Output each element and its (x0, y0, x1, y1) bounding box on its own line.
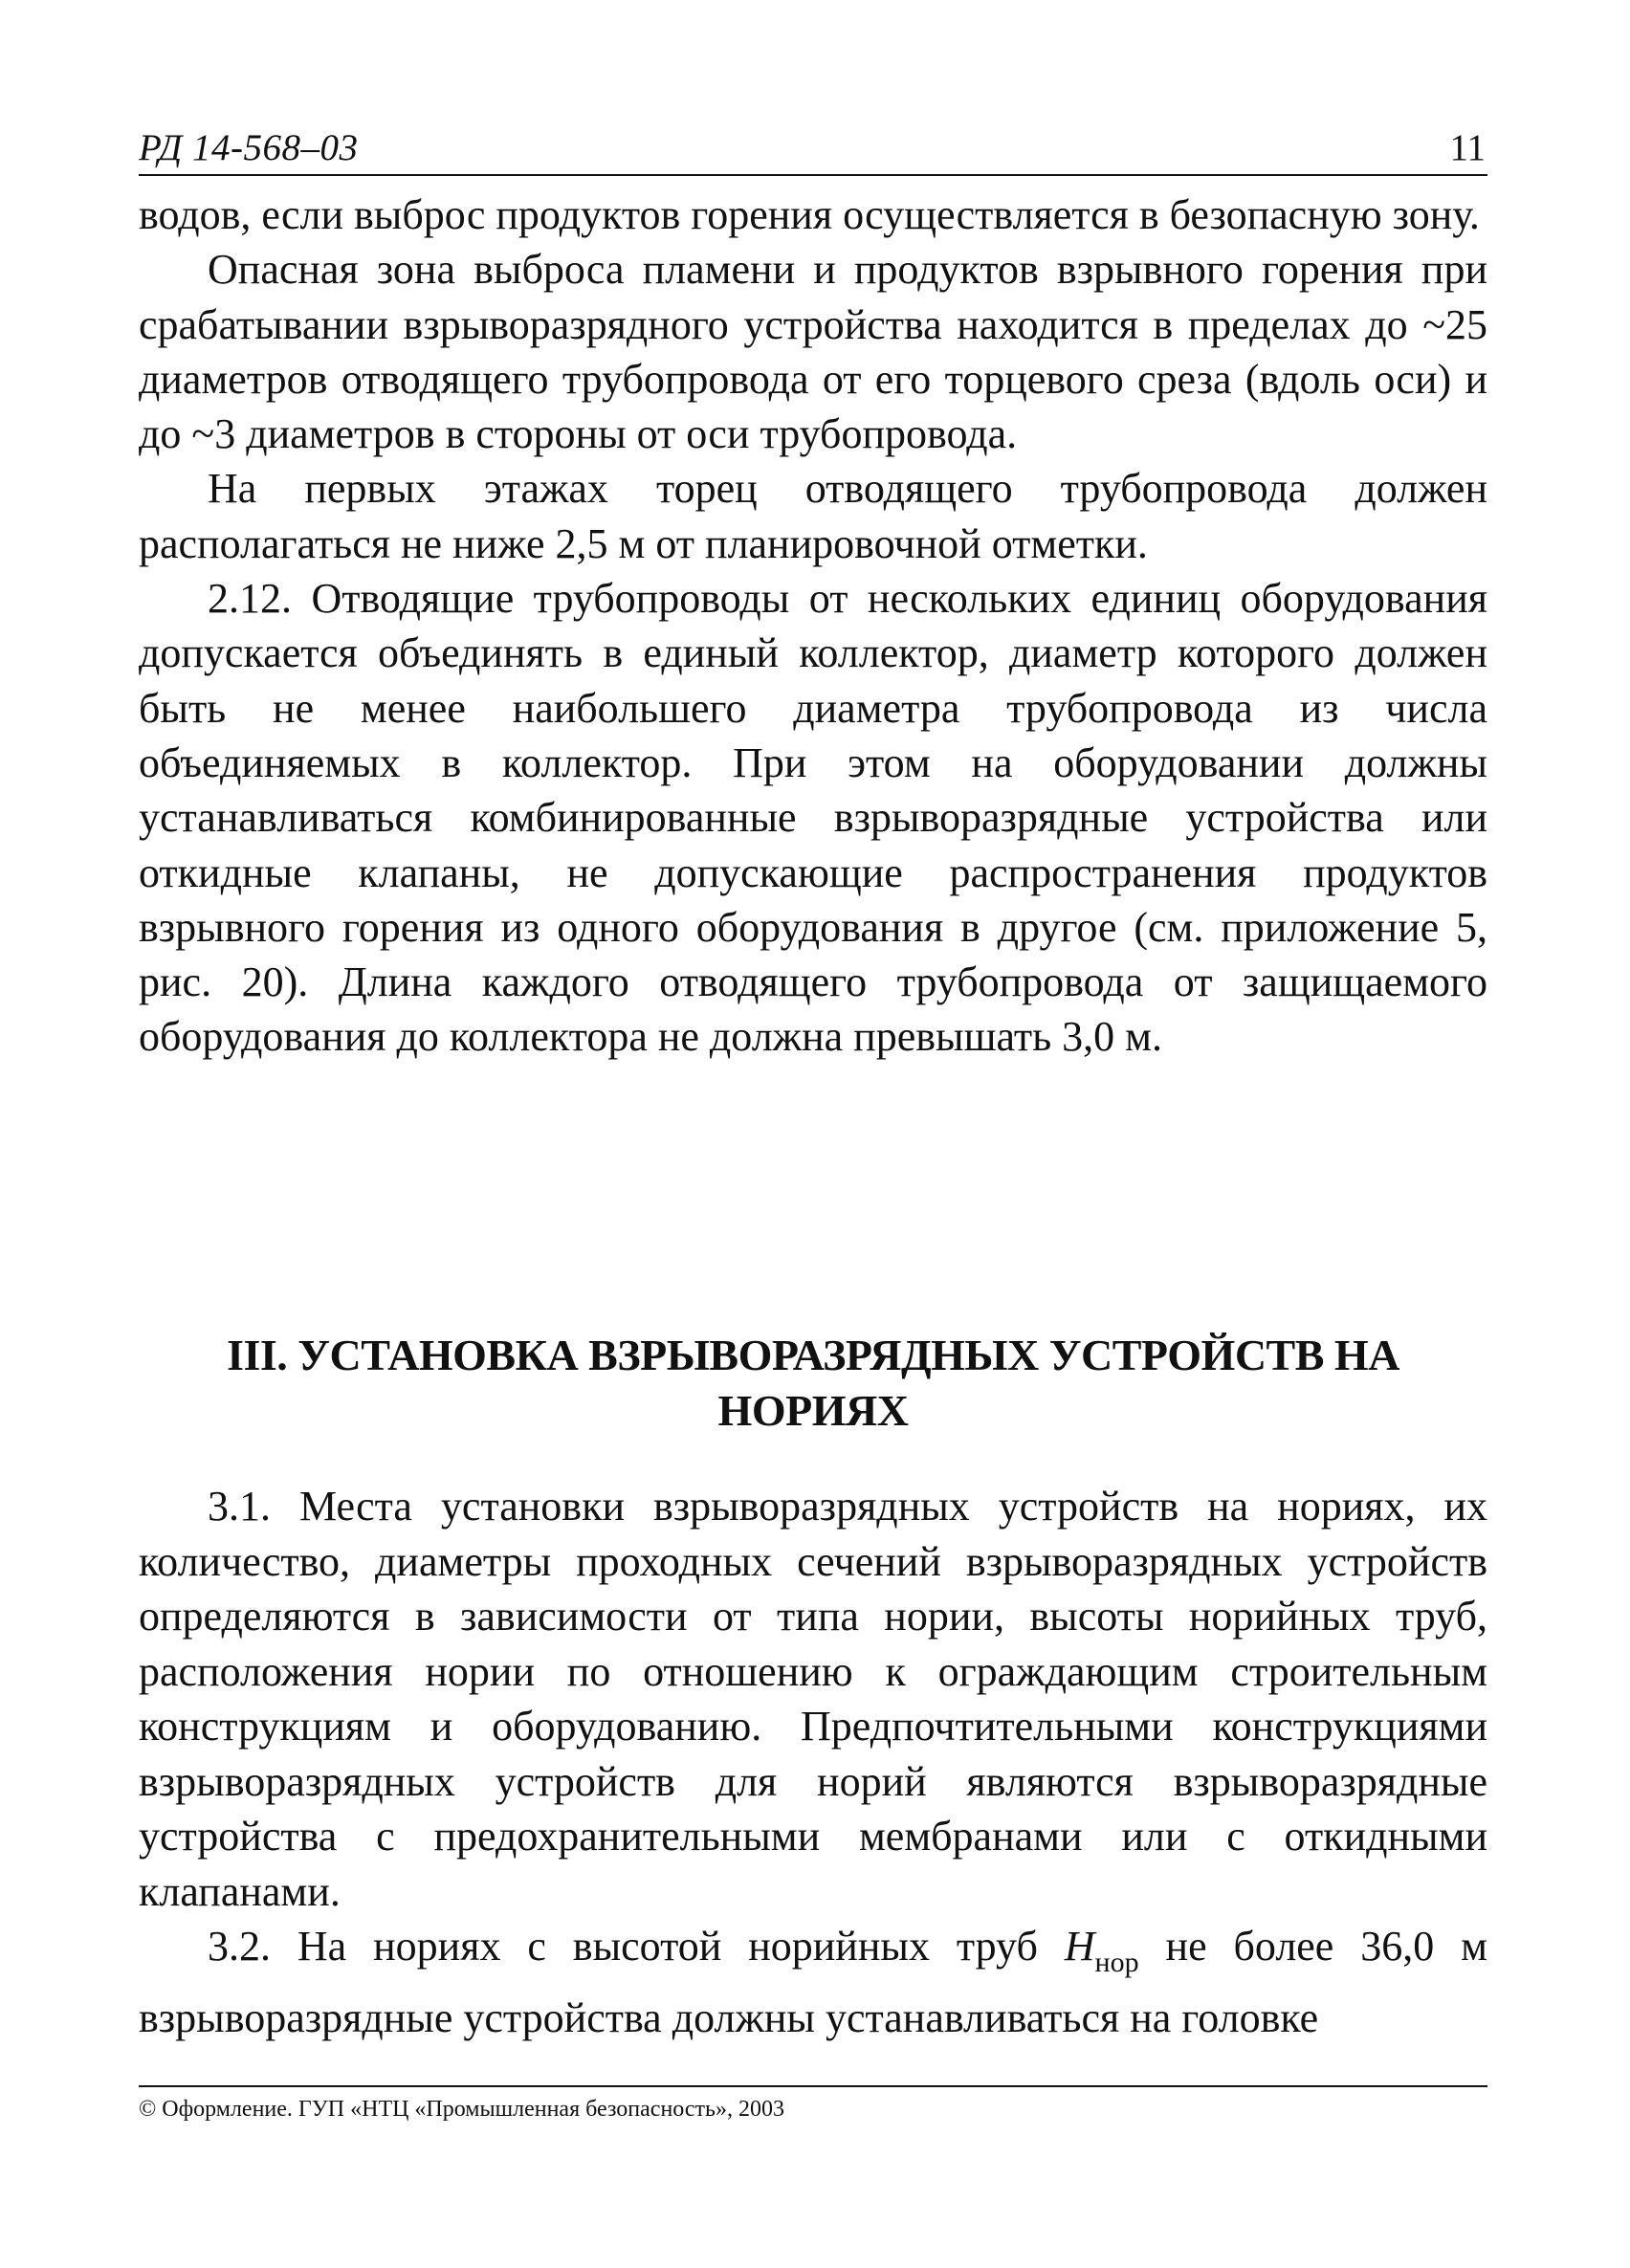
copyright-text: © Оформление. ГУП «НТЦ «Промышленная безопасность», 2003 (139, 2097, 784, 2122)
paragraph-2-12: 2.12. Отводящие трубопроводы от нескольких единиц оборудования допускается объединять в единый коллектор, диаметр которого должен быть не менее наибольшего диаметра трубопровода из числа объединяемых в коллектор. При этом на оборудовании должны устанавливаться комбинированные взрыворазрядные устройства или откидные клапаны, не допускающие распространения продуктов взрывного горения из одного оборудования в другое (см. приложение 5, рис. 20). Длина каждого отводящего трубопровода от защищаемого оборудования до коллектора не должна превышать 3,0 м. (139, 575, 1487, 1061)
section-heading (139, 1328, 1487, 1439)
section-heading-line2: НОРИЯХ (717, 1386, 909, 1435)
height-subscript: нор (1094, 1947, 1139, 1978)
paragraph-continuation: водов, если выброс продуктов горения осуществляется в безопасную зону. (139, 191, 1480, 238)
section-heading-line1: III. УСТАНОВКА ВЗРЫВОРАЗРЯДНЫХ УСТРОЙСТВ НА (227, 1331, 1399, 1379)
page-header (139, 122, 1487, 176)
document-code: РД 14-568–03 (139, 127, 359, 168)
paragraph-3-2 (139, 1919, 1487, 2045)
paragraph-3-1: 3.1. Места установки взрыворазрядных устройств на нориях, их количество, диаметры проходных сечений взрыворазрядных устройств определяются в зависимости от типа нории, высоты норийных труб, расположения нории по отношению к ограждающим строительным конструкциям и оборудованию. Предпочтительными конструкциями взрыворазрядных устройств для норий являются взрыворазрядные устройства с предохранительными мембранами или с откидными клапанами. (139, 1483, 1487, 1915)
height-variable: H (1064, 1923, 1095, 1970)
paragraph-3-2-end: не более 36,0 м взрыворазрядные устройства должны устанавливаться на головке (139, 1923, 1487, 2041)
paragraph-first-floors: На первых этажах торец отводящего трубопровода должен располагаться не ниже 2,5 м от планировочной отметки. (139, 465, 1487, 567)
body-text-bottom (139, 1479, 1487, 2045)
page-number: 11 (1449, 127, 1486, 168)
body-text-top (139, 187, 1487, 1065)
page-footer (139, 2085, 1487, 2123)
paragraph-3-2-start: 3.2. На нориях с высотой норийных труб (208, 1923, 1065, 1970)
paragraph-danger-zone: Опасная зона выброса пламени и продуктов взрывного горения при срабатывании взрыворазрядного устройства находится в пределах до ~25 диаметров отводящего трубопровода от его торцевого среза (вдоль оси) и до ~3 диаметров в стороны от оси трубопровода. (139, 246, 1487, 458)
